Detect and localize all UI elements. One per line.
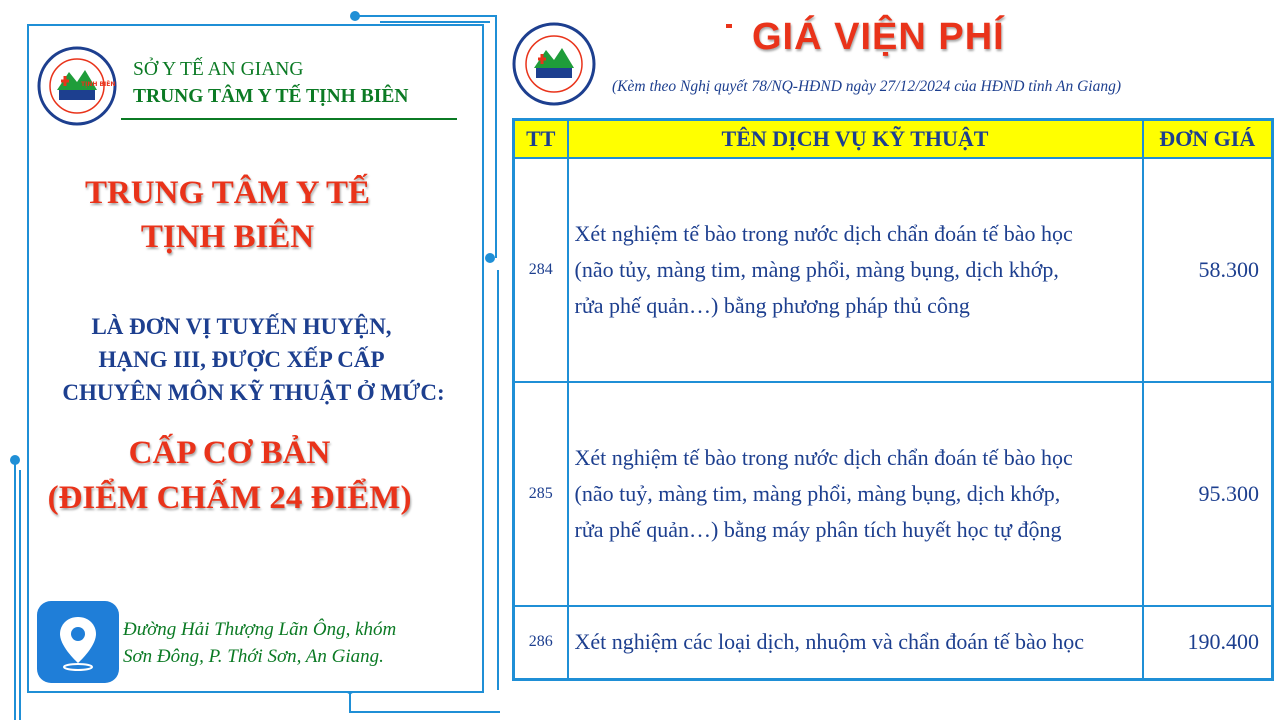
unit-price: 58.300 bbox=[1143, 158, 1273, 382]
description-line-3: CHUYÊN MÔN KỸ THUẬT Ở MỨC: bbox=[62, 380, 445, 405]
table-header-row bbox=[514, 120, 1273, 158]
table-row bbox=[514, 382, 1273, 606]
fee-table bbox=[512, 118, 1274, 681]
center-name: TRUNG TÂM Y TẾ TỊNH BIÊN bbox=[133, 86, 409, 107]
service-name-line: rửa phế quản…) bằng máy phân tích huyết học tự động bbox=[574, 516, 1062, 542]
info-panel bbox=[27, 24, 484, 693]
row-number: 285 bbox=[514, 382, 568, 606]
address-line-2: Sơn Đông, P. Thới Sơn, An Giang. bbox=[123, 646, 384, 667]
title-line-2: TỊNH BIÊN bbox=[140, 219, 315, 255]
row-number: 286 bbox=[514, 606, 568, 680]
hospital-logo bbox=[512, 22, 596, 106]
table-row bbox=[514, 158, 1273, 382]
service-name-line: Xét nghiệm tế bào trong nước dịch chẩn đoán tế bào học bbox=[574, 220, 1073, 246]
description-line-1: LÀ ĐƠN VỊ TUYẾN HUYỆN, bbox=[91, 314, 392, 339]
organization-header bbox=[133, 56, 408, 110]
map-pin-icon bbox=[37, 601, 119, 683]
fee-subtitle: (Kèm theo Nghị quyết 78/NQ-HĐND ngày 27/12/2024 của HĐND tỉnh An Giang) bbox=[612, 78, 1122, 95]
logo-center-text: TỊNH BIÊN bbox=[81, 81, 116, 88]
title-line-1: TRUNG TÂM Y TẾ bbox=[84, 175, 371, 211]
header-tt: TT bbox=[514, 120, 568, 158]
address-line-1: Đường Hải Thượng Lãn Ông, khóm bbox=[123, 619, 397, 640]
price-panel bbox=[502, 0, 1280, 720]
level-line-1: CẤP CƠ BẢN bbox=[128, 435, 331, 471]
header-price: ĐƠN GIÁ bbox=[1143, 120, 1273, 158]
header-divider bbox=[121, 118, 457, 120]
hospital-logo bbox=[37, 46, 117, 126]
service-name-line: rửa phế quản…) bằng phương pháp thủ công bbox=[574, 292, 970, 318]
title-marker bbox=[726, 24, 732, 28]
service-name bbox=[568, 382, 1143, 606]
service-name bbox=[568, 158, 1143, 382]
description-line-2: HẠNG III, ĐƯỢC XẾP CẤP bbox=[98, 347, 385, 372]
service-name-line: (não tuỷ, màng tim, màng phổi, màng bụng, dịch khớp, bbox=[574, 480, 1061, 506]
address bbox=[123, 616, 396, 670]
unit-price: 190.400 bbox=[1143, 606, 1273, 680]
unit-price: 95.300 bbox=[1143, 382, 1273, 606]
service-name-line: Xét nghiệm các loại dịch, nhuộm và chẩn đoán tế bào học bbox=[574, 629, 1084, 655]
service-name-line: Xét nghiệm tế bào trong nước dịch chẩn đoán tế bào học bbox=[574, 444, 1073, 470]
service-name bbox=[568, 606, 1143, 680]
service-name-line: (não tủy, màng tim, màng phổi, màng bụng, dịch khớp, bbox=[574, 256, 1059, 282]
header-service-name: TÊN DỊCH VỤ KỸ THUẬT bbox=[568, 120, 1143, 158]
table-row bbox=[514, 606, 1273, 680]
row-number: 284 bbox=[514, 158, 568, 382]
level-line-2: (ĐIỂM CHẤM 24 ĐIỂM) bbox=[47, 480, 412, 516]
fee-title: GIÁ VIỆN PHÍ bbox=[752, 16, 1005, 58]
department-name: SỞ Y TẾ AN GIANG bbox=[133, 59, 304, 80]
